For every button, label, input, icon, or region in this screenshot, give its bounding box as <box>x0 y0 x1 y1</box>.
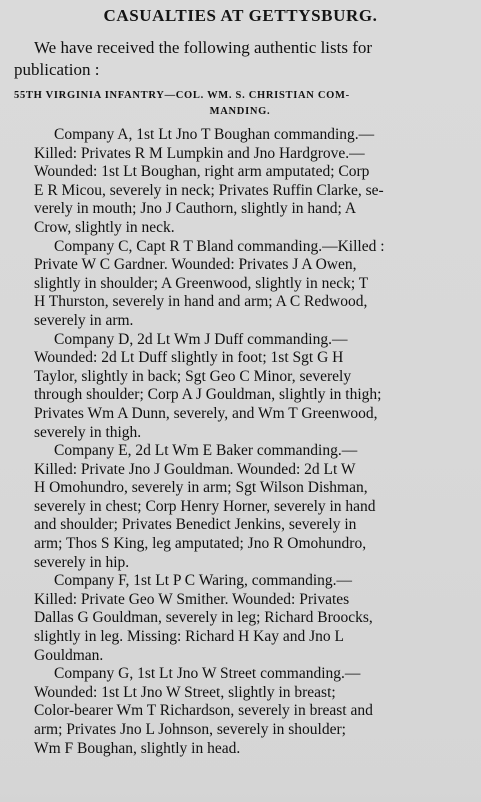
text-line: Company C, Capt R T Bland commanding.—Killed : <box>54 237 385 255</box>
text-line: Killed: Private Geo W Smither. Wounded: Privates <box>34 590 350 608</box>
text-line: H Thurston, severely in hand and arm; A C Redwood, <box>34 293 368 311</box>
regiment-heading <box>14 88 466 120</box>
company-f-paragraph <box>14 572 466 665</box>
text-line: Crow, slightly in neck. <box>34 218 175 236</box>
text-line: Dallas G Gouldman, severely in leg; Richard Broocks, <box>34 609 373 627</box>
page-bottom-edge <box>0 792 481 802</box>
text-line: slightly in shoulder; A Greenwood, slightly in neck; T <box>34 274 369 292</box>
text-line: Killed: Private Jno J Gouldman. Wounded: 2d Lt W <box>34 460 356 478</box>
text-line: Color-bearer Wm T Richardson, severely in breast and <box>34 702 373 720</box>
text-line: severely in arm. <box>34 311 134 329</box>
text-line: Company E, 2d Lt Wm E Baker commanding.— <box>54 442 358 460</box>
text-line: Taylor, slightly in back; Sgt Geo C Minor, severely <box>34 367 352 385</box>
text-line: Gouldman. <box>34 646 104 664</box>
text-line: severely in hip. <box>34 553 130 571</box>
regiment-heading-line: MANDING. <box>209 106 271 117</box>
text-line: Wm F Boughan, slightly in head. <box>34 739 241 757</box>
text-line: severely in thigh. <box>34 423 142 441</box>
text-line: verely in mouth; Jno J Cauthorn, slightly in hand; A <box>34 200 357 218</box>
text-line: Wounded: 2d Lt Duff slightly in foot; 1st Sgt G H <box>34 349 344 367</box>
intro-line: publication : <box>14 60 100 79</box>
text-line: Company G, 1st Lt Jno W Street commanding.— <box>54 665 361 683</box>
text-line: severely in chest; Corp Henry Horner, severely in hand <box>34 497 376 515</box>
text-line: E R Micou, severely in neck; Privates Ruffin Clarke, se- <box>34 181 384 199</box>
company-c-paragraph <box>14 238 466 331</box>
text-line: Company D, 2d Lt Wm J Duff commanding.— <box>54 330 348 348</box>
intro-line: We have received the following authentic lists for <box>34 38 373 57</box>
text-line: Company A, 1st Lt Jno T Boughan commanding.— <box>54 126 375 143</box>
casualty-list <box>14 126 466 758</box>
headline: CASUALTIES AT GETTYSBURG. <box>103 6 378 25</box>
text-line: Wounded: 1st Lt Boughan, right arm amputated; Corp <box>34 163 370 181</box>
text-line: arm; Privates Jno L Johnson, severely in shoulder; <box>34 721 346 738</box>
text-line: Wounded: 1st Lt Jno W Street, slightly in breast; <box>34 683 336 701</box>
company-d-paragraph <box>14 331 466 443</box>
text-line: Privates Wm A Dunn, severely, and Wm T Greenwood, <box>34 404 378 422</box>
text-line: and shoulder; Privates Benedict Jenkins, severely in <box>34 516 357 534</box>
text-line: Company F, 1st Lt P C Waring, commanding.— <box>54 572 353 590</box>
text-line: H Omohundro, severely in arm; Sgt Wilson Dishman, <box>34 479 368 497</box>
text-line: Private W C Gardner. Wounded: Privates J A Owen, <box>34 256 357 274</box>
text-line: Killed: Privates R M Lumpkin and Jno Hardgrove.— <box>34 144 365 162</box>
intro-paragraph <box>14 37 466 81</box>
regiment-heading-line: 55TH VIRGINIA INFANTRY—COL. WM. S. CHRISTIAN COM- <box>14 90 350 101</box>
text-line: slightly in leg. Missing: Richard H Kay and Jno L <box>34 628 344 646</box>
company-e-paragraph <box>14 442 466 572</box>
text-line: arm; Thos S King, leg amputated; Jno R Omohundro, <box>34 535 367 553</box>
text-line: through shoulder; Corp A J Gouldman, slightly in thigh; <box>34 386 382 404</box>
company-a-paragraph <box>14 126 466 238</box>
company-g-paragraph <box>14 665 466 758</box>
